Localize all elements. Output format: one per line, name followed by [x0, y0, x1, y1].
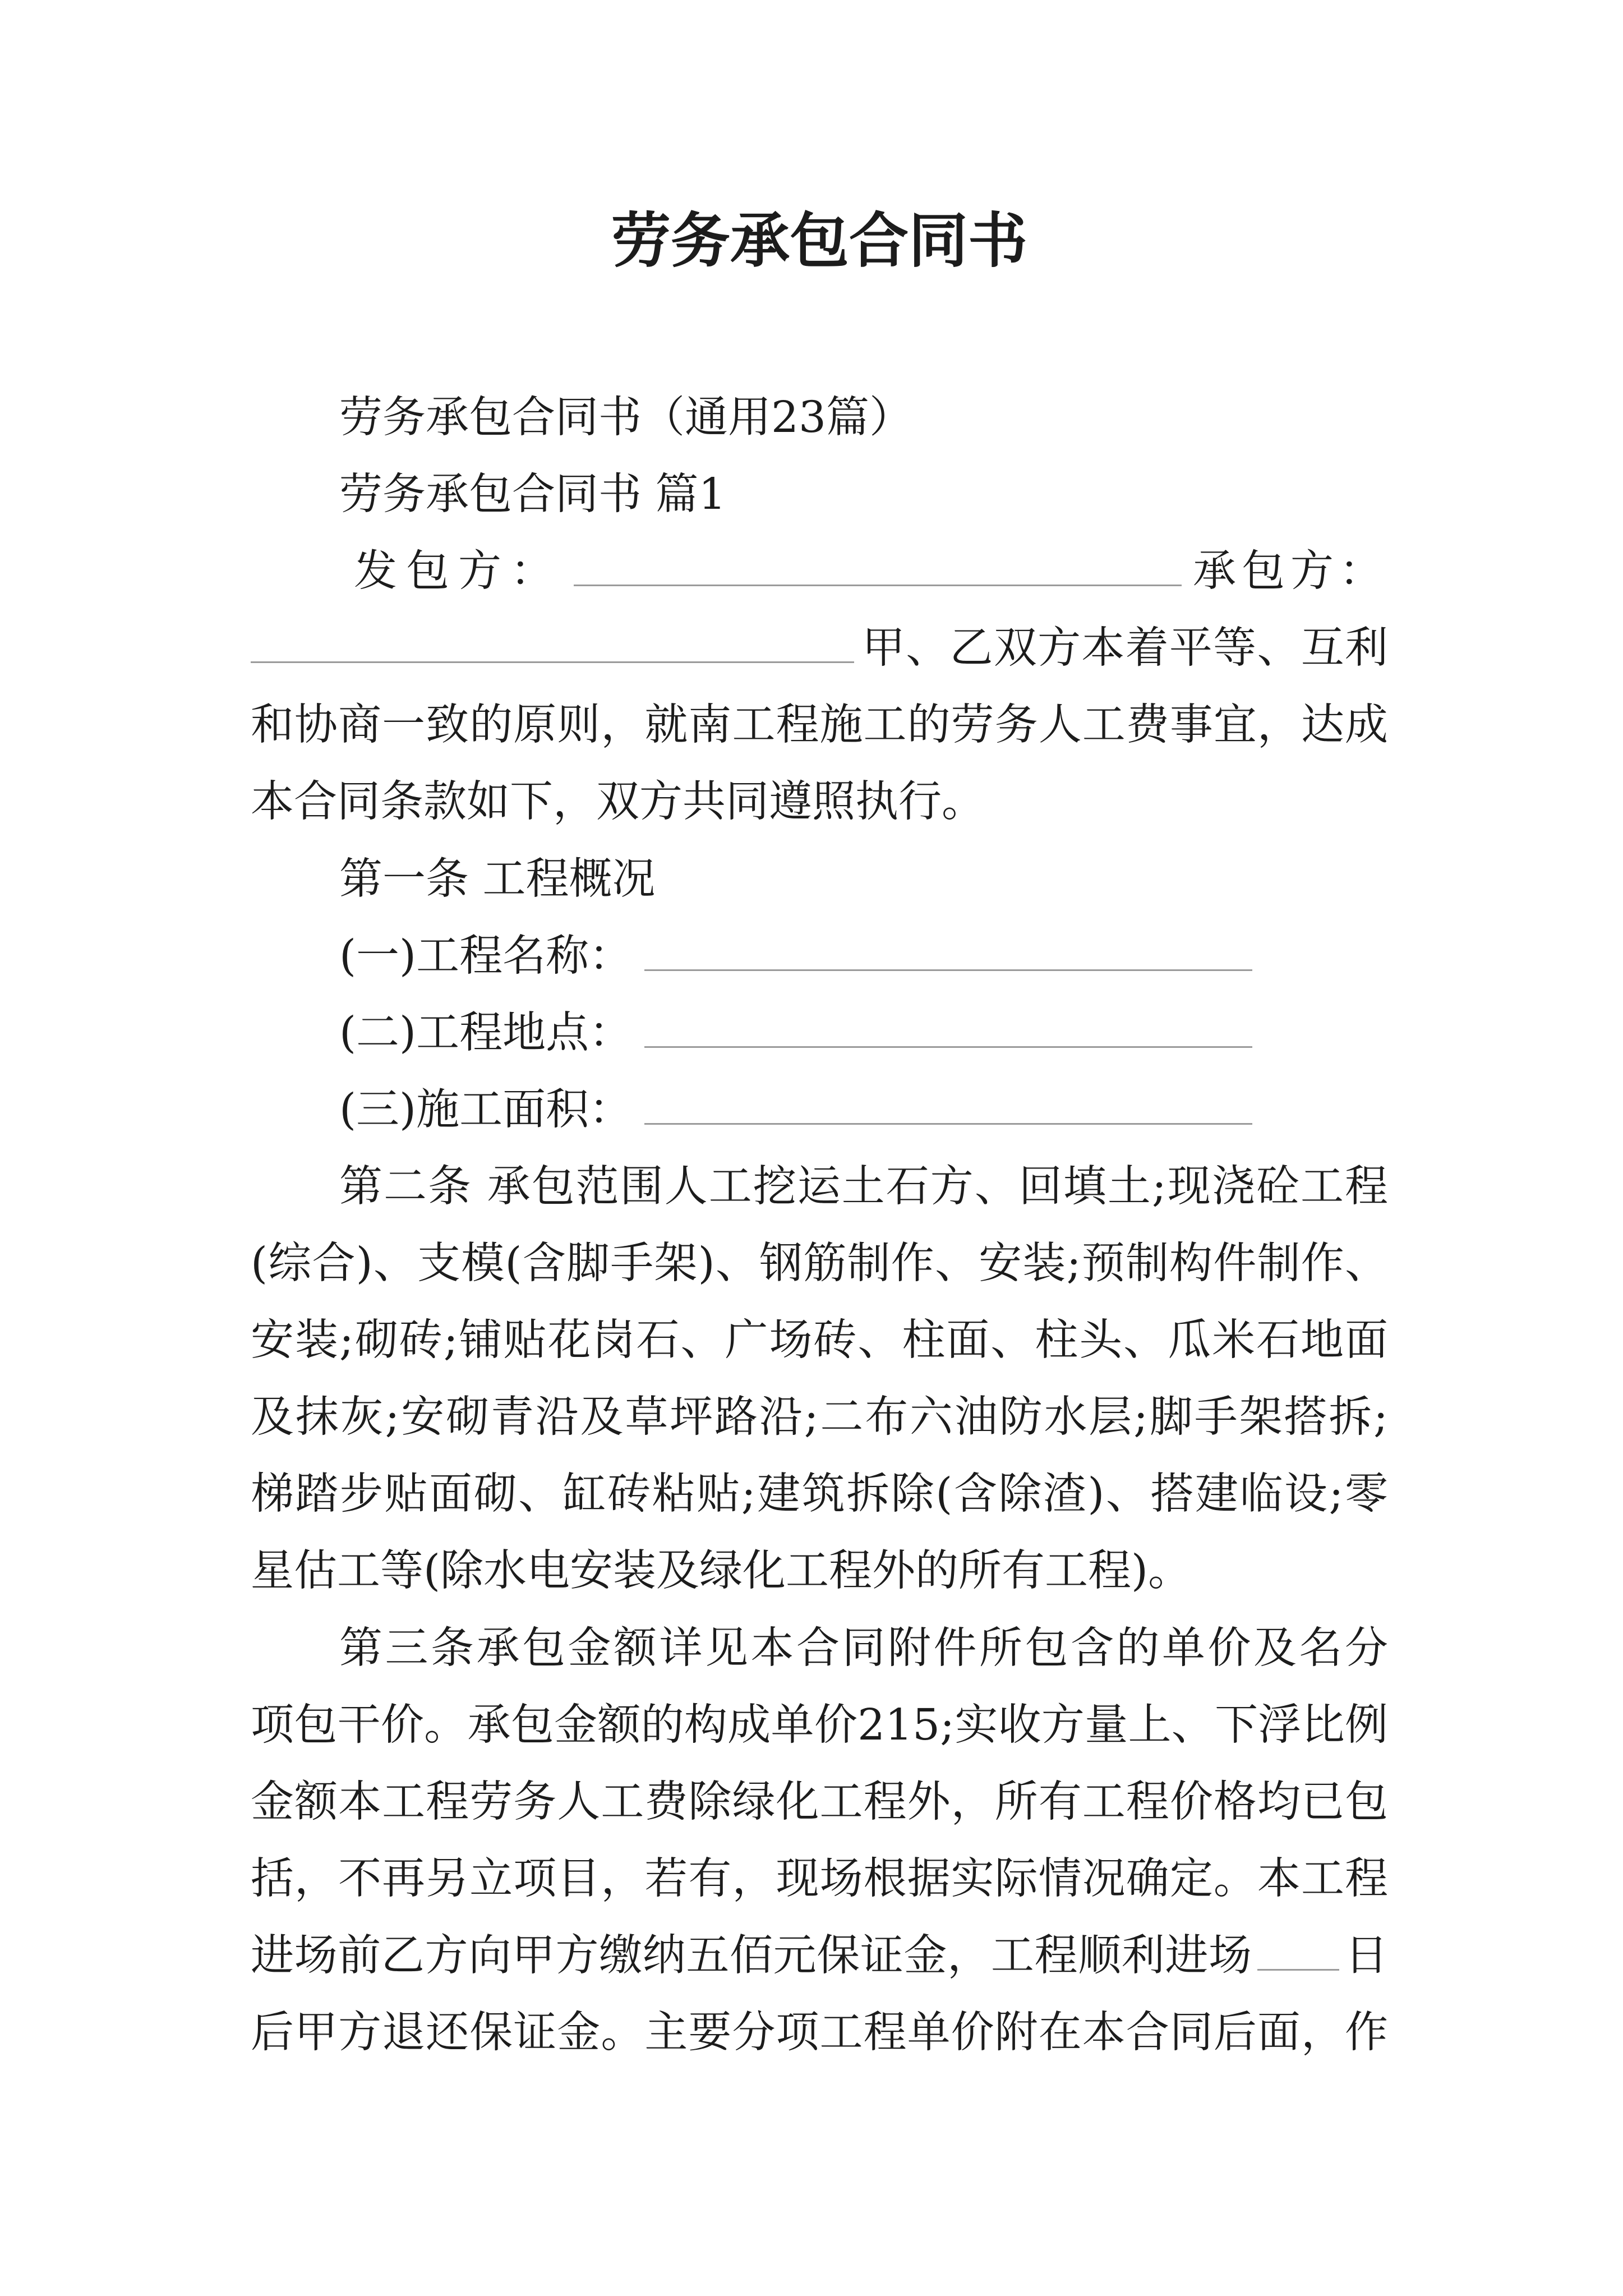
article-3-line: 项包干价。承包金额的构成单价215;实收方量上、下浮比例	[251, 1700, 1388, 1750]
employer-blank	[574, 556, 1182, 586]
article-3-line: 金额本工程劳务人工费除绿化工程外，所有工程价格均已包	[251, 1777, 1388, 1827]
preamble-line: 和协商一致的原则，就南工程施工的劳务人工费事宜，达成	[251, 700, 1388, 751]
article-3-line: 后甲方退还保证金。主要分项工程单价附在本合同后面，作	[251, 2007, 1388, 2058]
collection-title: 劳务承包合同书（通用23篇）	[339, 393, 912, 443]
article-1-heading: 第一条 工程概况	[339, 854, 656, 904]
part-title: 劳务承包合同书 篇1	[339, 470, 726, 520]
article-3-deposit-line	[251, 1917, 1388, 1994]
article-2-line: (综合)、支模(含脚手架)、钢筋制作、安装;预制构件制作、	[251, 1239, 1388, 1289]
employer-label: 发包方：	[354, 546, 562, 597]
field-row-project-location	[251, 995, 1388, 1071]
field-blank	[644, 941, 1252, 971]
field-label: (二)工程地点：	[339, 1007, 633, 1058]
article-2-line: 第二条 承包范围人工挖运土石方、回填土;现浇砼工程	[339, 1161, 1388, 1212]
article-2-line: 梯踏步贴面砌、缸砖粘贴;建筑拆除(含除渣)、搭建临设;零	[251, 1469, 1388, 1520]
document-body	[251, 379, 1388, 2071]
article-2-line: 及抹灰;安砌青沿及草坪路沿;二布六油防水层;脚手架搭拆;	[251, 1392, 1388, 1443]
field-blank	[644, 1018, 1252, 1048]
field-blank	[644, 1095, 1252, 1125]
field-row-project-name	[251, 918, 1388, 995]
preamble-line	[251, 610, 1388, 687]
contractor-label: 承包方：	[1193, 546, 1388, 597]
deposit-days-unit: 日	[1345, 1930, 1388, 1981]
article-2-line: 星估工等(除水电安装及绿化工程外的所有工程)。	[251, 1546, 1192, 1596]
field-row-construction-area	[251, 1071, 1388, 1148]
deposit-days-blank	[1257, 1941, 1339, 1971]
deposit-text: 进场前乙方向甲方缴纳五佰元保证金，工程顺利进场	[251, 1930, 1252, 1981]
parties-line	[251, 533, 1388, 610]
contractor-blank	[251, 633, 854, 663]
preamble-line: 本合同条款如下，双方共同遵照执行。	[251, 777, 985, 827]
field-label: (三)施工面积：	[339, 1084, 633, 1135]
article-3-line: 第三条承包金额详见本合同附件所包含的单价及名分	[339, 1623, 1388, 1673]
article-3-line: 括，不再另立项目，若有，现场根据实际情况确定。本工程	[251, 1853, 1388, 1904]
document-title: 劳务承包合同书	[611, 205, 1027, 275]
article-2-line: 安装;砌砖;铺贴花岗石、广场砖、柱面、柱头、瓜米石地面	[251, 1315, 1388, 1366]
preamble-text: 甲、乙双方本着平等、互利	[862, 623, 1388, 674]
field-label: (一)工程名称：	[339, 931, 633, 981]
